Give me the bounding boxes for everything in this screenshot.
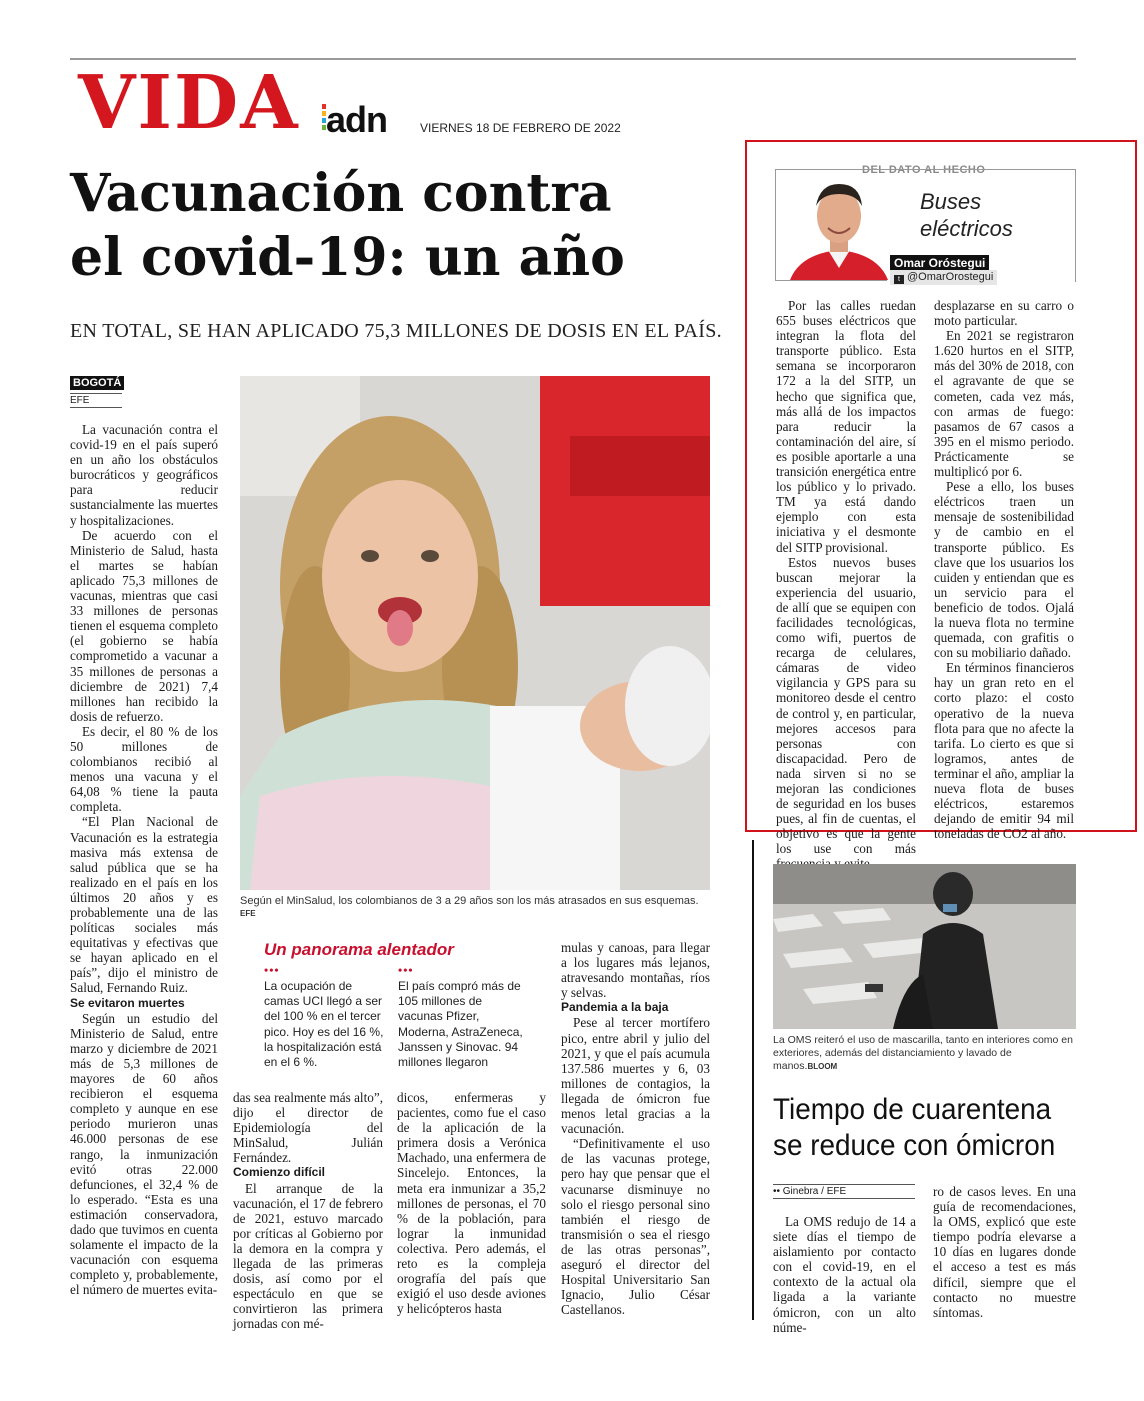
subheading: Pandemia a la baja — [561, 1000, 669, 1015]
column-text-left: Por las calles ruedan 655 buses eléctricos que integran la flota del transporte público. Esta semana se incorporaron 172 a la del SITP, un hecho que significa que, más allá de los impactos para reducir la contaminación del aire, sí es posible aportarle a una transición energética entre los público y lo privado. TM ya está dando ejemplo con esta iniciativa y el desmonte del SITP provisional. Estos nuevos buses buscan mejorar la experiencia del usuario, de allí que se equipen con facilidades tecnológicas, como wifi, puertos de recarga de celulares, cámaras de video vigilancia y GPS para su monitoreo desde el centro de control y, en particular, mejores accesos para personas con discapacidad. Pero de nada sirven si no se mejoran las condiciones de seguridad en los buses pues, al fin de cuentas, el objetivo es que la gente los use con más — [776, 298, 916, 857]
article-subhead: EN TOTAL, SE HAN APLICADO 75,3 MILLONES DE DOSIS EN EL PAÍS. — [70, 320, 722, 342]
column-divider — [752, 840, 754, 1320]
column-text-right: desplazarse en su carro o moto particular. En 2021 se registraron 1.620 hurtos en el SITP, más del 30% de 2018, con el agravante de que se cometen, cada vez más, con armas de fuego: pasamos de 67 casos a 395 en el mismo periodo. Prácticamente se multiplicó por 6. Pese a ello, los buses eléctricos traen un mensaje de sostenibilidad y de cambio en el transporte público. Es clave que los usuarios los cuiden y entiendan que es un servicio para el beneficio de todos. Ojalá la nueva flota no termine quemada, con grafitis o con su mobiliario dañado. En términos financieros hay un gran reto en el corto plazo: el costo operativo de la nueva flota para que no afecte la tarifa. Lo cierto es que si logramos, antes de terminar el año, ampliar la nueva flota de buses eléctricos, estaremos dejando de emitir 94 mil toneladas de CO2 al año. — [934, 298, 1074, 842]
photo-caption-2: La OMS reiteró el uso de mascarilla, tanto en interiores como en exteriores, además del distanciamiento y lavado de manos.BLOOM — [773, 1034, 1073, 1072]
column-kicker: DEL DATO AL HECHO — [862, 164, 986, 176]
vaccination-photo — [240, 376, 710, 890]
panel-item-1: La ocupación de camas UCI llegó a ser del 100 % en el tercer pico. Hoy es del 16 %, la hospitalización está en el 6 %. — [264, 979, 384, 1070]
panel-item-2: El país compró más de 105 millones de vacunas Pfizer, Moderna, AstraZeneca, Janssen y Sinovac. 94 millones llegaron — [398, 979, 523, 1070]
side-text-left: La OMS redujo de 14 a siete días el tiempo de aislamiento por contacto con el covid-19, en el contexto de la actual ola ligada a la variante ómicron, con un alto núme- — [773, 1214, 916, 1335]
photo-caption: Según el MinSalud, los colombianos de 3 a 29 años son los más atrasados en sus esquemas. EFE — [240, 895, 699, 918]
brand-logo: adn — [326, 99, 388, 140]
column-header-frame-bottom — [775, 280, 887, 281]
bullet-dots: ••• — [264, 963, 280, 977]
bullet-dots: ••• — [398, 963, 414, 977]
author-photo — [790, 176, 888, 280]
article-column-4: mulas y canoas, para llegar a los lugares más lejanos, atravesando montañas, ríos y selvas. Pandemia a la baja Pese al tercer mortífero pico, entre abril y julio del 2021, y que el país acumula 137.586 muertes y 6, 03 millones de contagios, la llegada de ómicron fue menos letal gracias a la vacunación. “Definitivamente el uso de las vacunas protege, pero hay que pensar que el vacunarse disminuye no solo el riesgo personal sino también el riesgo de transmisión o sea el riesgo de las otras personas”, aseguró el director del Hospital Universitario San Ignacio, Julio César Castellanos. — [561, 940, 710, 1318]
dateline-place: BOGOTÁ — [70, 376, 124, 390]
article-headline: Vacunación contra el covid-19: un año — [70, 163, 625, 288]
side-dateline: •• Ginebra / EFE — [773, 1184, 915, 1199]
subheading: Comienzo difícil — [233, 1165, 326, 1180]
side-text-right: ro de casos leves. En una guía de recomendaciones, la OMS, explicó que este tiempo podría elevarse a 10 días en lugares donde el acceso a test es más difícil, siempre que el contacto no muestre síntomas. — [933, 1184, 1076, 1320]
panel-title: Un panorama alentador — [264, 940, 454, 959]
section-title: VIDA — [78, 60, 300, 146]
column-header-frame-left — [775, 169, 776, 281]
subheading: Se evitaron muertes — [70, 995, 185, 1010]
issue-date: VIERNES 18 DE FEBRERO DE 2022 — [420, 121, 621, 135]
side-headline: Tiempo de cuarentena se reduce con ómicron — [773, 1093, 1056, 1162]
article-column-2: das sea realmente más alto”, dijo el director de Epidemiología del MinSalud, Julián Fernández. Comienzo difícil El arranque de la vacunación, el 17 de febrero de 2021, estuvo marcado por críticas al Gobierno por la demora en la compra y llegada de las primeras dosis, así como por el espectáculo en que se convirtieron las primera jornadas con mé- — [233, 1090, 383, 1332]
article-column-3: dicos, enfermeras y pacientes, como fue el caso de la aplicación de la primera dosis a Verónica Machado, una enfermera de Sincelejo. Entonces, la meta era inmunizar a 35,2 millones de personas, el 70 % de la población, para lograr la inmunidad colectiva. Pero además, el reto es la compleja orografía del país que exigió el uso desde aviones y helicópteros hasta — [397, 1090, 546, 1317]
twitter-icon: t — [894, 275, 904, 284]
author-name: Omar Oróstegui — [890, 255, 989, 271]
article-column-1: La vacunación contra el covid-19 en el país superó en un año los obstáculos burocráticos y geográficos para reducir sustancialmente las muertes y hospitalizaciones. De acuerdo con el Ministerio de Salud, hasta el martes se habían aplicado 75,3 millones de vacunas, mientras que casi 33 millones de personas tienen el esquema completo (el gobierno se había comprometido a vacunar a 35 millones de personas a diciembre de 2021) 7,4 millones han recibido la dosis de refuerzo. Es decir, el 80 % de los 50 millones de colombianos recibió al menos una vacuna y el 64,08 % tiene la pauta completa. “El Plan Nacional de Vacunación es la estrategia masiva más extensa de salud pública que se ha realizado en el país en los últimos 20 años y es probablemente una de las políticas sociales más equitativas y efectivas que se hayan aplicado en el país”, dijo el ministro de Salud, Fernando Ruiz. Se evitaron muertes Según un estudio del Ministerio de Salud, entre marzo y diciembre de 2021 más de 5,3 millones de mayores de 60 años recibieron el esquema completo y aunque en ese periodo murieron unas 46.000 personas de ese rango, la inmunización evitó otras 22.000 defunciones, el 32,4 % de lo esperado. “Esta es una estimación conservadora, dado que tuvimos en cuenta solamente el impacto de la vacunación con esquema completo y, probablemente, el número de muertes evita- — [70, 422, 218, 1298]
street-photo — [773, 864, 1076, 1029]
column-title: Buses eléctricos — [920, 189, 1013, 241]
dateline-agency: EFE — [70, 393, 122, 408]
author-handle: t @OmarOrostegui — [890, 270, 997, 285]
